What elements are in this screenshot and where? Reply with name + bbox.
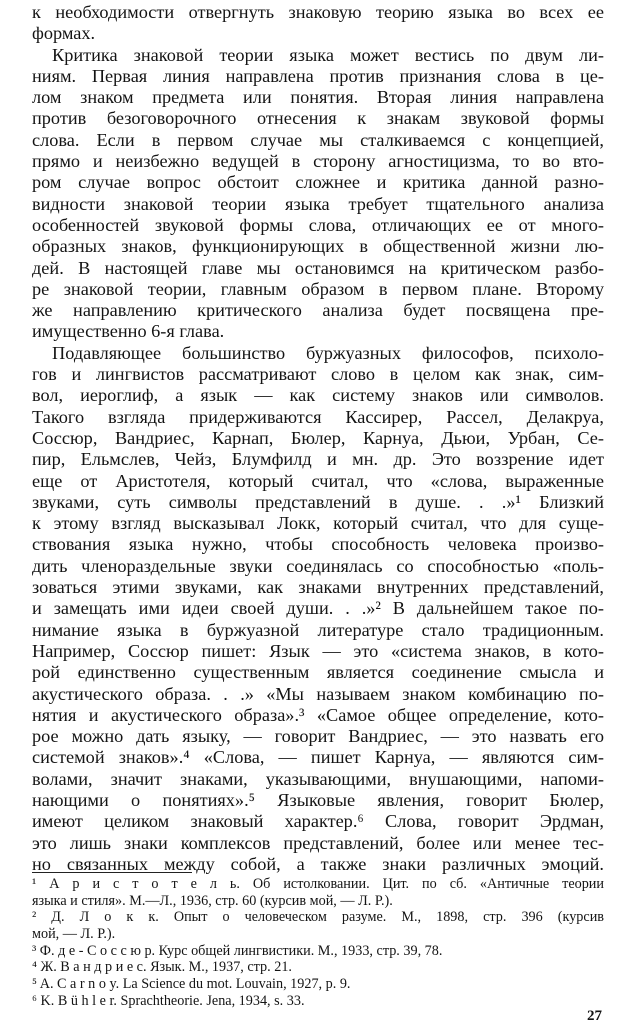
- text-line: к этому взгляд высказывал Локк, который считал, что для суще-: [32, 513, 604, 534]
- text-line: но связанных между собой, а также знаки различных эмоций.: [32, 853, 604, 874]
- text-line: же направлению критического анализа будет посвящена пре-: [32, 300, 604, 321]
- text-line: видности знаковой теории языка требует тщательного анализа: [32, 193, 604, 214]
- text-line: пир, Ельмслев, Чейз, Блумфилд и мн. др. Это воззрение идет: [32, 449, 604, 470]
- paragraph-2: [32, 45, 604, 343]
- footnotes: [32, 876, 604, 1010]
- text-line: формах.: [32, 23, 96, 44]
- text-line: это лишь знаки комплексов представлений, более или менее тес-: [32, 832, 604, 853]
- text-line: ром случае вопрос обстоит сложнее и критика данной разно-: [32, 172, 604, 193]
- footnote-line: ² Д. Л о к к. Опыт о человеческом разуме. М., 1898, стр. 396 (курсив: [32, 909, 604, 926]
- text-line: Например, Соссюр пишет: Язык — это «система знаков, в кото-: [32, 640, 604, 661]
- footnote-2: [32, 909, 604, 942]
- footnote-line: языка и стиля». М.—Л., 1936, стр. 60 (курсив мой, — Л. Р.).: [32, 892, 393, 909]
- text-line: еще от Аристотеля, который считал, что «слова, выраженные: [32, 470, 604, 491]
- text-line: акустического образа. . .» «Мы называем знаком комбинацию по-: [32, 683, 604, 704]
- text-line: ниям. Первая линия направлена против признания слова в це-: [32, 65, 604, 86]
- text-line: к необходимости отвергнуть знаковую теорию языка во всех ее: [32, 2, 604, 22]
- text-line: нятия и акустического образа».³ «Самое общее определение, кото-: [32, 704, 604, 725]
- text-line: и замещать ими идеи своей души. . .»² В дальнейшем такое по-: [32, 598, 604, 619]
- text-line: гов и лингвистов рассматривают слово в целом как знак, сим-: [32, 364, 604, 385]
- footnote-divider: [32, 872, 192, 873]
- text-line: образных знаков, функционирующих в общественной жизни лю-: [32, 236, 604, 257]
- text-line: ре знаковой теории, главным образом в первом плане. Второму: [32, 278, 604, 299]
- footnote-3: [32, 943, 604, 960]
- text-line: Подавляющее большинство буржуазных философов, психоло-: [52, 342, 604, 363]
- text-line: нающими о понятиях».⁵ Языковые явления, говорит Бюлер,: [32, 789, 604, 810]
- footnote-line: ³ Ф. д е - С о с с ю р. Курс общей лингвистики. М., 1933, стр. 39, 78.: [32, 942, 443, 959]
- text-line: особенностей звуковой формы слова, отличающих ее от много-: [32, 214, 604, 235]
- page-number: 27: [587, 1008, 602, 1024]
- text-line: Критика знаковой теории языка может вестись по двум ли-: [52, 44, 604, 65]
- text-line: зоваться этими звуками, как знаками внутренних представлений,: [32, 577, 604, 598]
- text-line: вол, иероглиф, а язык — как систему знаков или символов.: [32, 385, 604, 406]
- text-line: дить членораздельные звуки соединялась со способностью «поль-: [32, 555, 604, 576]
- text-line: рой единственно существенным является соединение смысла и: [32, 662, 604, 683]
- text-line: дей. В настоящей главе мы остановимся на критическом разбо-: [32, 257, 604, 278]
- footnote-line: мой, — Л. Р.).: [32, 926, 116, 943]
- text-line: имеют целиком знаковый характер.⁶ Слова, говорит Эрдман,: [32, 811, 604, 832]
- text-line: ствования языка нужно, чтобы способность человека произво-: [32, 534, 604, 555]
- footnote-line: ¹ А р и с т о т е л ь. Об истолковании. Цит. по сб. «Античные теории: [32, 876, 604, 892]
- text-line: прямо и неизбежно ведущей в сторону агностицизма, то во вто-: [32, 151, 604, 172]
- footnote-6: [32, 993, 604, 1010]
- text-line: против безоговорочного отнесения к знакам звуковой формы: [32, 108, 604, 129]
- footnote-line: ⁵ A. C a r n o y. La Science du mot. Louvain, 1927, p. 9.: [32, 976, 351, 993]
- footnote-5: [32, 976, 604, 993]
- paragraph-3: [32, 343, 604, 875]
- body-text: [32, 2, 604, 875]
- footnote-1: [32, 876, 604, 909]
- text-line: рое можно дать языку, — говорит Вандриес, — это назвать его: [32, 726, 604, 747]
- paragraph-1: [32, 2, 604, 45]
- text-line: системой знаков».⁴ «Слова, — пишет Карнуа, — являются сим-: [32, 747, 604, 768]
- text-line: Соссюр, Вандриес, Карнап, Бюлер, Карнуа, Дьюи, Урбан, Се-: [32, 427, 604, 448]
- text-line: волами, значит знаками, указывающими, внушающими, напоми-: [32, 768, 604, 789]
- footnote-4: [32, 959, 604, 976]
- text-line: нимание языка в буржуазной литературе стало традиционным.: [32, 619, 604, 640]
- text-line: лом знаком предмета или понятия. Вторая линия направлена: [32, 87, 604, 108]
- footnote-line: ⁴ Ж. В а н д р и е с. Язык. М., 1937, стр. 21.: [32, 959, 292, 976]
- text-line: звуками, суть символы представлений в душе. . .»¹ Близкий: [32, 491, 604, 512]
- text-line: Такого взгляда придерживаются Кассирер, Рассел, Делакруа,: [32, 406, 604, 427]
- text-line: имущественно 6-я глава.: [32, 321, 225, 342]
- text-line: слова. Если в первом случае мы сталкиваемся с концепцией,: [32, 129, 604, 150]
- footnote-line: ⁶ K. B ü h l e r. Sprachtheorie. Jena, 1934, s. 33.: [32, 992, 305, 1009]
